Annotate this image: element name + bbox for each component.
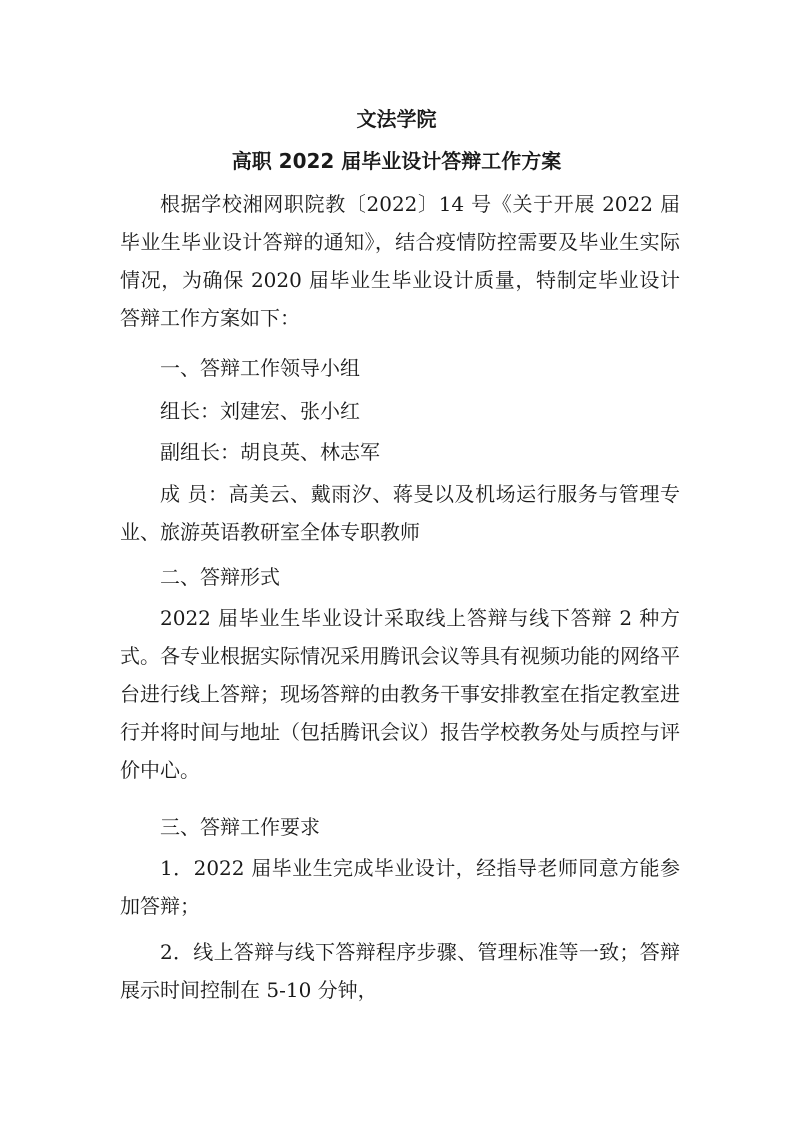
section-1-leader: 组长：刘建宏、张小红 <box>160 399 360 423</box>
section-3-item-2: 2．线上答辩与线下答辩程序步骤、管理标准等一致；答辩展示时间控制在 5-10 分钟， <box>120 940 680 1002</box>
section-3-heading: 三、答辩工作要求 <box>160 815 320 839</box>
section-1-deputy: 副组长：胡良英、林志军 <box>160 440 380 464</box>
section-1-members: 成 员：高美云、戴雨汐、蒋旻以及机场运行服务与管理专业、旅游英语教研室全体专职教师 <box>120 482 680 544</box>
intro-paragraph: 根据学校湘网职院教〔2022〕14 号《关于开展 2022 届毕业生毕业设计答辩的通知》，结合疫情防控需要及毕业生实际情况，为确保 2020 届毕业生毕业设计质量，特制定毕业设计答辩工作方案如下： <box>120 192 680 330</box>
section-2-paragraph: 2022 届毕业生毕业设计采取线上答辩与线下答辩 2 种方式。各专业根据实际情况采用腾讯会议等具有视频功能的网络平台进行线上答辩；现场答辩的由教务干事安排教室在指定教室进行并将时间与地址（包括腾讯会议）报告学校教务处与质控与评价中心。 <box>120 606 680 782</box>
document-title: 文法学院 <box>356 107 437 131</box>
section-2-heading: 二、答辩形式 <box>160 565 280 589</box>
document-subtitle: 高职 2022 届毕业设计答辩工作方案 <box>231 149 562 173</box>
section-3-item-1: 1．2022 届毕业生完成毕业设计，经指导老师同意方能参加答辩； <box>120 856 680 918</box>
section-1-heading: 一、答辩工作领导小组 <box>160 356 360 380</box>
